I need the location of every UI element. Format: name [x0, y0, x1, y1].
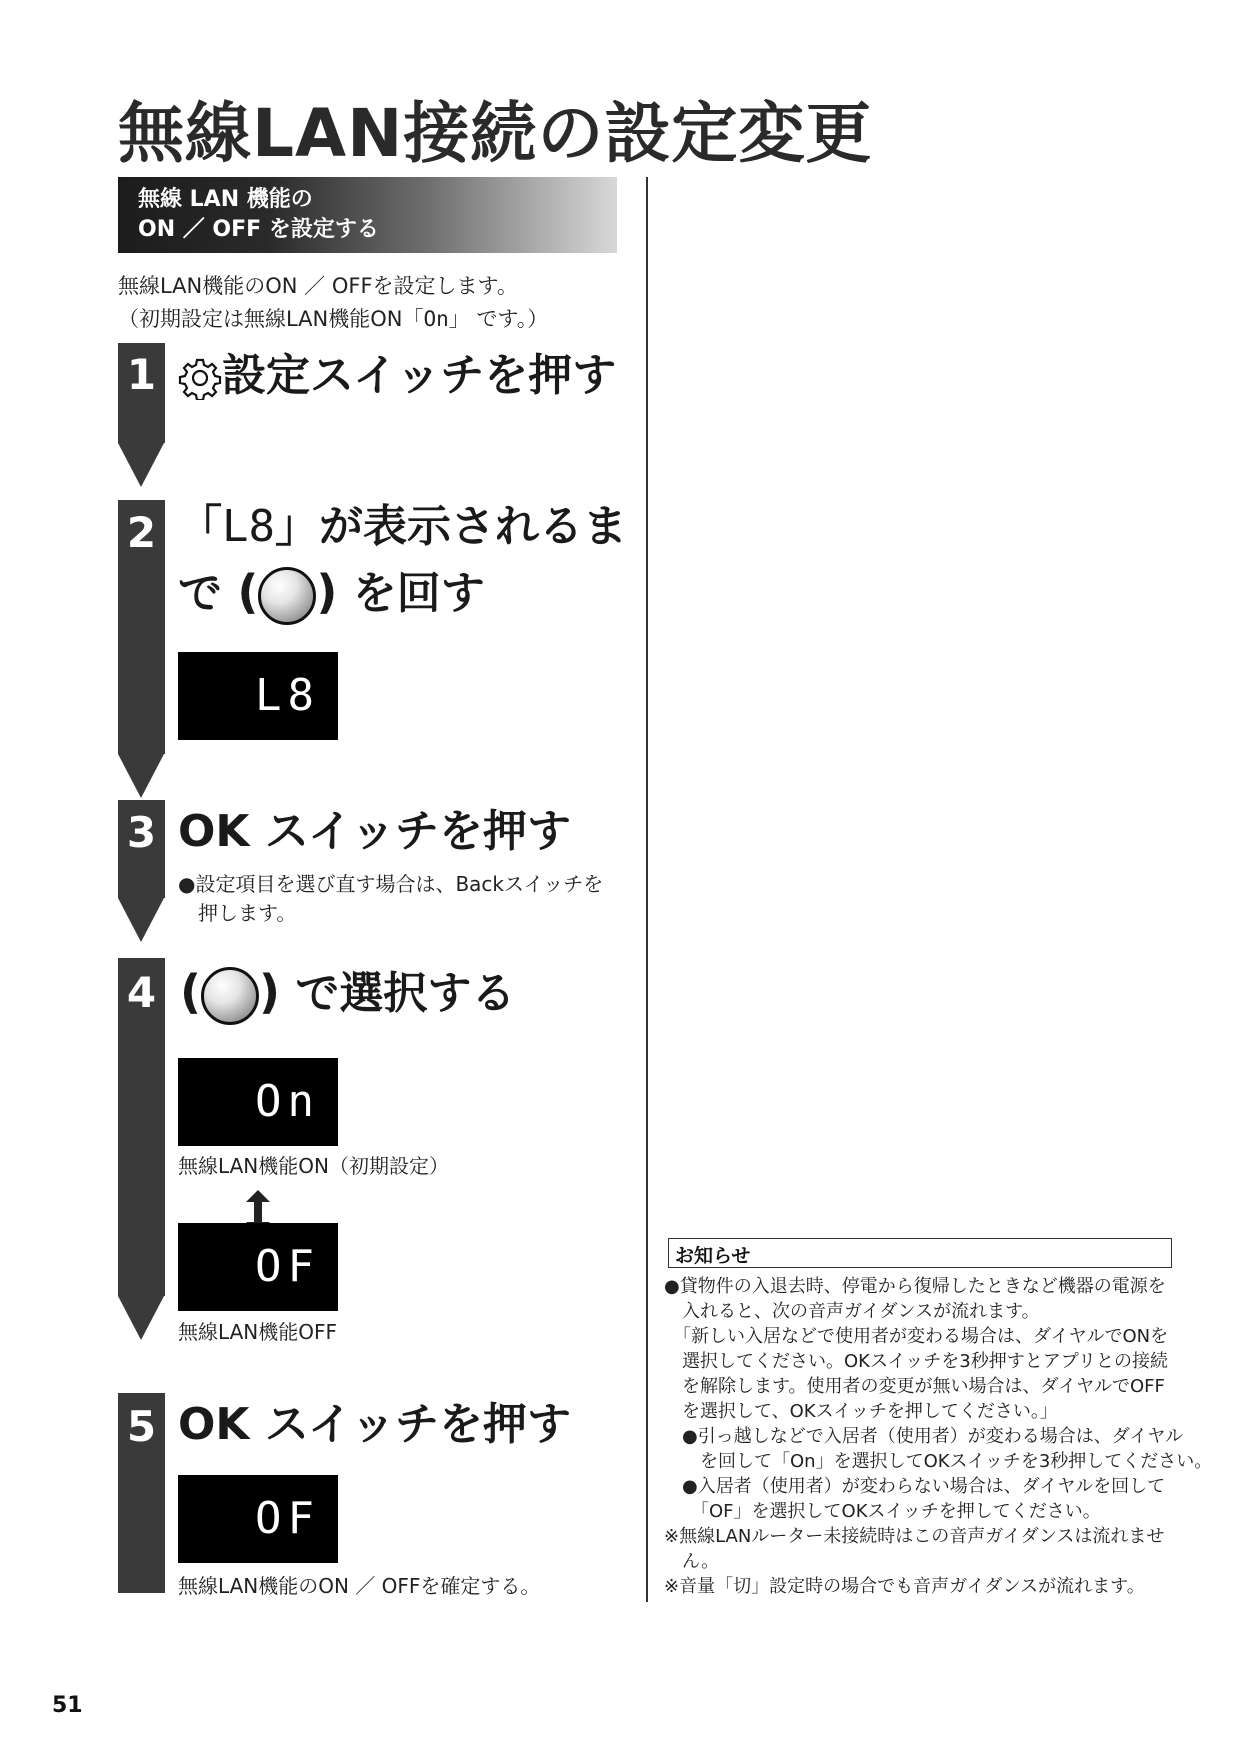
intro-line2-pre: （初期設定は無線LAN機能ON「 — [118, 307, 424, 331]
step-3-note — [178, 870, 603, 928]
step-3-note-line1: ●設定項目を選び直す場合は、Backスイッチを — [178, 872, 604, 896]
dial-icon — [258, 567, 316, 625]
info-line: ※無線LANルーター未接続時はこの音声ガイダンスは流れませ — [664, 1526, 1165, 1547]
info-line: 「OF」を選択してOKスイッチを押してください。 — [664, 1501, 1101, 1522]
step-title-4-text: で選択する — [295, 968, 516, 1019]
step-title-2-pre: 「 — [178, 501, 222, 552]
page-number: 51 — [52, 1693, 83, 1718]
info-line: ●入居者（使用者）が変わらない場合は、ダイヤルを回して — [664, 1476, 1166, 1497]
section-header-line1: 無線 LAN 機能の — [138, 187, 313, 212]
step-title-4 — [180, 965, 515, 1025]
step-title-2-code: L8 — [222, 501, 275, 552]
step-number-3: 3 — [126, 808, 157, 857]
step-number-2: 2 — [126, 508, 157, 557]
info-heading: お知らせ — [668, 1238, 1172, 1268]
info-line: を選択して、OKスイッチを押してください。」 — [664, 1401, 1058, 1422]
lcd-text-on: On — [255, 1076, 320, 1127]
step-title-2-post: 」が表示されるま — [274, 501, 627, 552]
lcd-display-step5 — [178, 1475, 338, 1563]
step-title-2-line2-pre: で — [178, 568, 222, 619]
intro-line1: 無線LAN機能のON ／ OFFを設定します。 — [118, 274, 518, 298]
info-line: ん。 — [664, 1551, 720, 1572]
section-header-line2: ON ／ OFF を設定する — [138, 217, 379, 242]
info-line: 入れると、次の音声ガイダンスが流れます。 — [664, 1301, 1040, 1322]
step-arrow-3 — [118, 898, 164, 942]
page-title: 無線LAN接続の設定変更 — [118, 95, 873, 172]
step-title-1 — [178, 349, 616, 403]
step-title-1-text: 設定スイッチを押す — [222, 350, 617, 401]
step-title-5: OK スイッチを押す — [178, 1399, 572, 1450]
lcd-display-on — [178, 1058, 338, 1146]
info-line: ●貸物件の入退去時、停電から復帰したときなど機器の電源を — [664, 1276, 1166, 1297]
lcd-text-off: OF — [255, 1241, 320, 1292]
lcd-text-step2: L8 — [255, 670, 320, 721]
intro-line2 — [118, 303, 548, 333]
info-text — [664, 1274, 1212, 1599]
gear-icon — [178, 356, 222, 400]
step-arrow-1 — [118, 443, 164, 487]
step-title-3: OK スイッチを押す — [178, 806, 572, 857]
dial-paren-right-4: ) — [259, 965, 281, 1019]
step-number-5: 5 — [126, 1402, 157, 1451]
lcd-display-step2 — [178, 652, 338, 740]
intro-line2-code: On — [423, 307, 449, 331]
section-header — [118, 177, 617, 253]
caption-on: 無線LAN機能ON（初期設定） — [178, 1154, 449, 1178]
column-divider — [646, 177, 648, 1602]
caption-off: 無線LAN機能OFF — [178, 1320, 337, 1344]
step-title-2-line2 — [178, 565, 485, 625]
step-title-2-line2-post: を回す — [352, 568, 485, 619]
step-arrow-4 — [118, 1296, 164, 1340]
info-line: ●引っ越しなどで入居者（使用者）が変わる場合は、ダイヤル — [664, 1426, 1184, 1447]
info-line: を回して「On」を選択してOKスイッチを3秒押してください。 — [664, 1451, 1213, 1472]
lcd-text-step5: OF — [255, 1493, 320, 1544]
info-line: を解除します。使用者の変更が無い場合は、ダイヤルでOFF — [664, 1376, 1165, 1397]
caption-step5: 無線LAN機能のON ／ OFFを確定する。 — [178, 1574, 541, 1598]
step-number-1: 1 — [126, 350, 157, 399]
dial-paren-left-4: ( — [180, 965, 202, 1019]
step-title-2-line1 — [178, 500, 627, 554]
dial-icon — [201, 967, 259, 1025]
info-line: 「新しい入居などで使用者が変わる場合は、ダイヤルでONを — [664, 1326, 1169, 1347]
intro-line2-post: 」 です。） — [448, 307, 549, 331]
step-number-4: 4 — [126, 968, 157, 1017]
dial-paren-left: ( — [237, 565, 259, 619]
step-3-note-line2: 押します。 — [198, 901, 297, 925]
dial-paren-right: ) — [316, 565, 338, 619]
info-line: 選択してください。OKスイッチを3秒押すとアプリとの接続 — [664, 1351, 1168, 1372]
lcd-display-off — [178, 1223, 338, 1311]
step-arrow-2 — [118, 754, 164, 798]
info-line: ※音量「切」設定時の場合でも音声ガイダンスが流れます。 — [664, 1576, 1145, 1597]
